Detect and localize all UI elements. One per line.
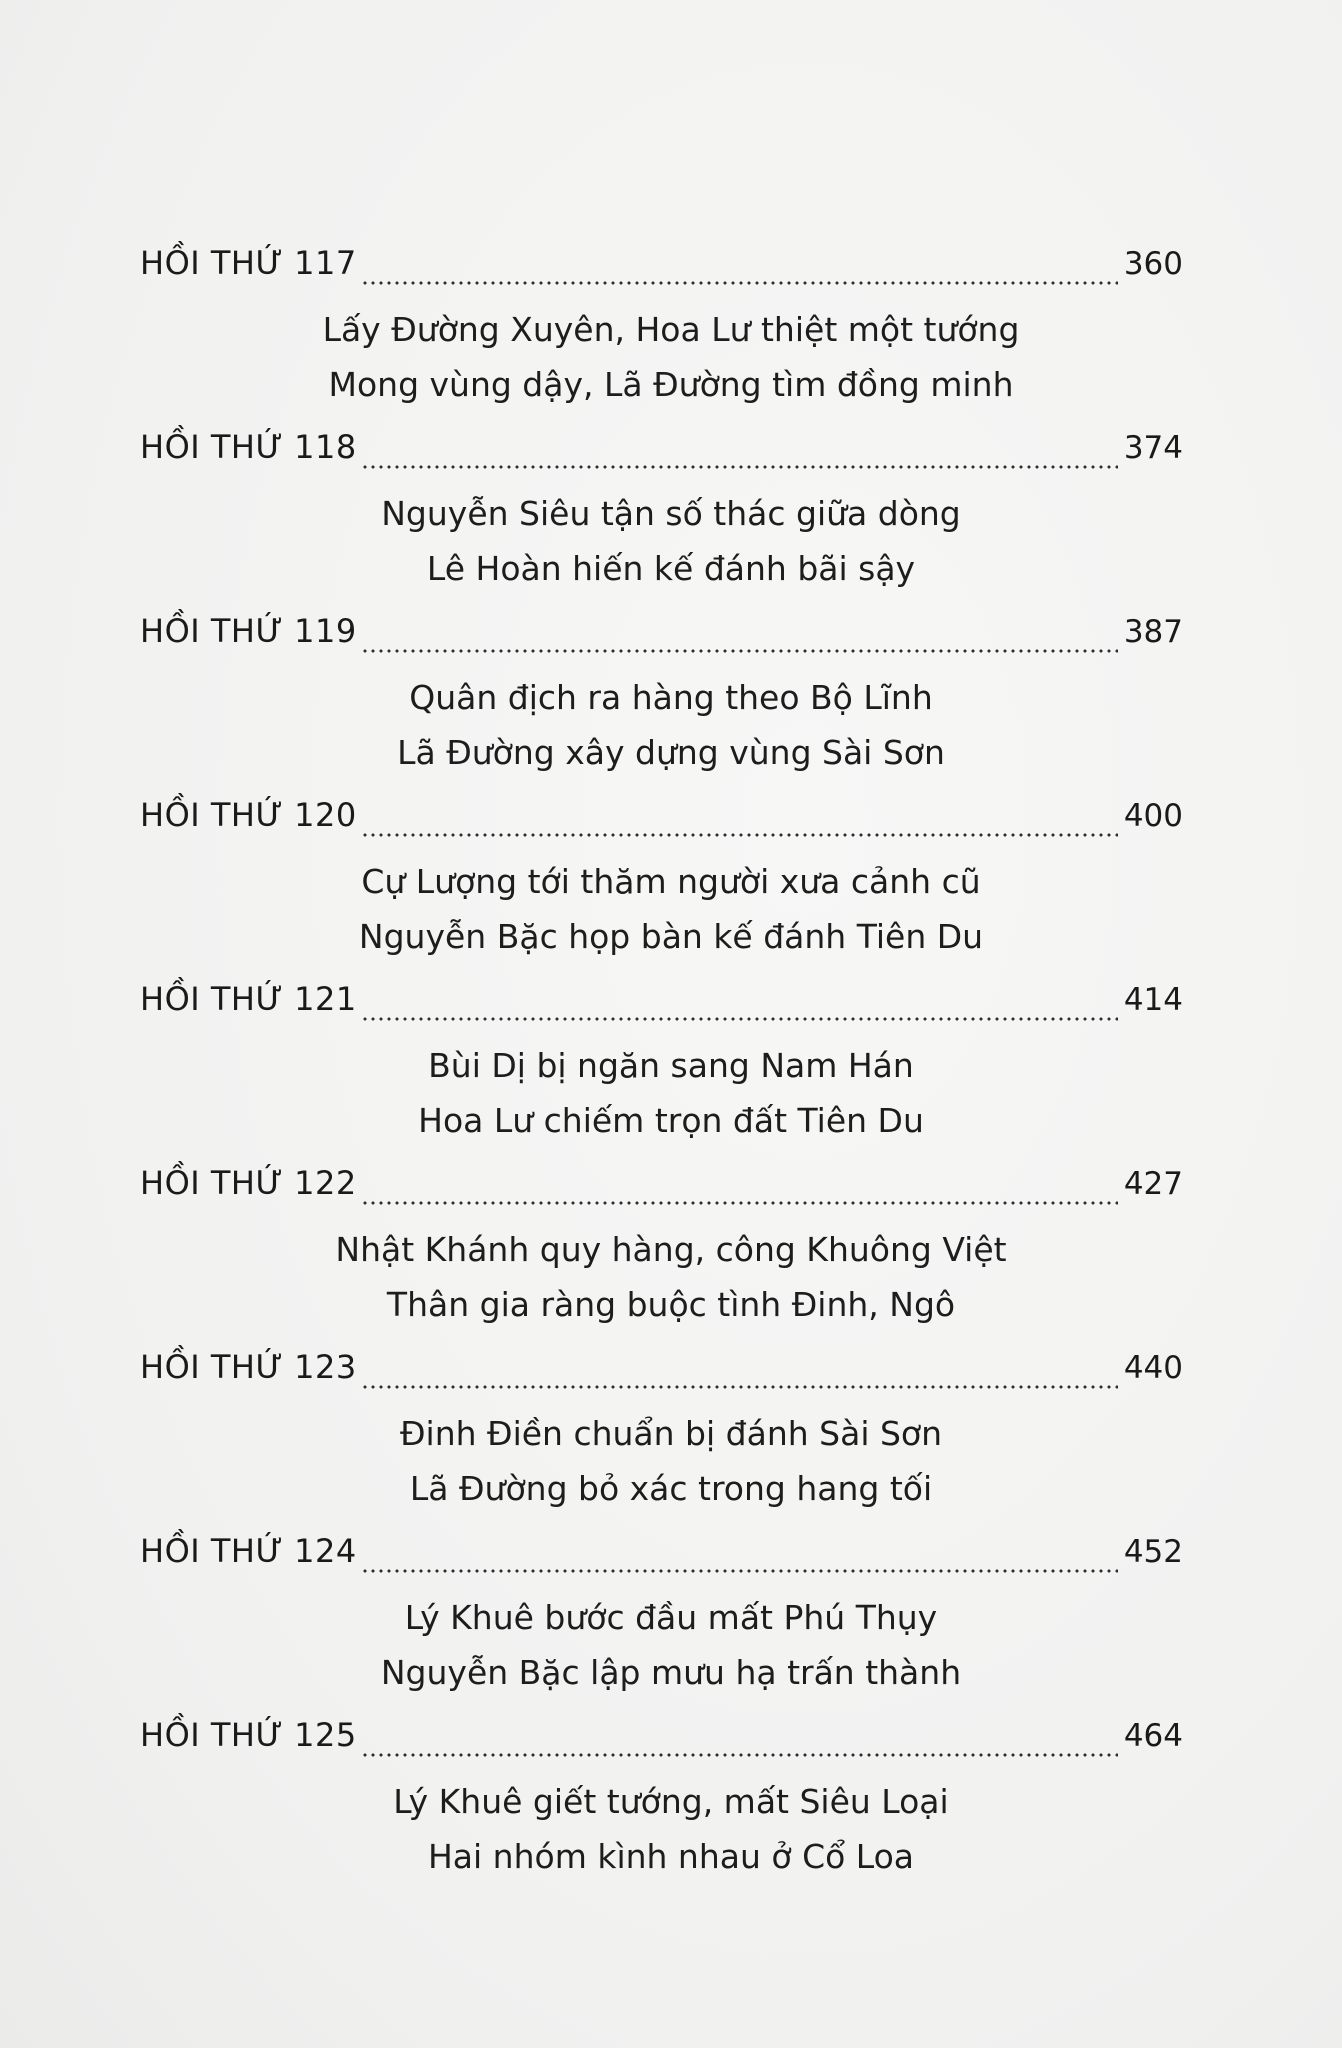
toc-entry-heading <box>140 796 1183 846</box>
page-number: 387 <box>1123 614 1183 650</box>
page-number: 374 <box>1123 430 1183 466</box>
page-number: 464 <box>1123 1718 1183 1754</box>
toc-entry-heading <box>140 612 1183 662</box>
toc-entry-heading <box>140 1716 1183 1766</box>
toc-entry <box>0 796 1342 980</box>
chapter-subtitle-line-2: Lã Đường xây dựng vùng Sài Sơn <box>397 733 945 772</box>
page-number: 427 <box>1123 1166 1183 1202</box>
chapter-subtitle-line-1: Đinh Điền chuẩn bị đánh Sài Sơn <box>399 1414 943 1453</box>
toc-entry-heading <box>140 244 1183 294</box>
page-number: 360 <box>1123 246 1183 282</box>
chapter-subtitle-line-2: Hai nhóm kình nhau ở Cổ Loa <box>427 1837 915 1876</box>
toc-entry-heading <box>140 1348 1183 1398</box>
chapter-label: HỒI THỨ 123 <box>140 1348 357 1386</box>
toc-entry <box>0 1164 1342 1348</box>
chapter-subtitle-line-1: Lý Khuê bước đầu mất Phú Thụy <box>404 1598 938 1637</box>
chapter-subtitle-line-1: Quân địch ra hàng theo Bộ Lĩnh <box>409 678 933 717</box>
dot-leader <box>361 281 1118 285</box>
chapter-subtitle-line-2: Thân gia ràng buộc tình Đinh, Ngô <box>386 1285 956 1324</box>
toc-entry <box>0 428 1342 612</box>
page-number: 440 <box>1123 1350 1183 1386</box>
dot-leader <box>361 1385 1118 1389</box>
chapter-label: HỒI THỨ 124 <box>140 1532 357 1570</box>
toc-entry <box>0 612 1342 796</box>
chapter-subtitle-line-1: Bùi Dị bị ngăn sang Nam Hán <box>428 1046 914 1085</box>
chapter-label: HỒI THỨ 117 <box>140 244 357 282</box>
chapter-subtitle-line-1: Nhật Khánh quy hàng, công Khuông Việt <box>335 1230 1007 1269</box>
dot-leader <box>361 1569 1118 1573</box>
table-of-contents <box>0 244 1342 1900</box>
toc-entry <box>0 1348 1342 1532</box>
toc-entry <box>0 980 1342 1164</box>
chapter-subtitle-line-2: Nguyễn Bặc họp bàn kế đánh Tiên Du <box>358 917 984 956</box>
chapter-label: HỒI THỨ 125 <box>140 1716 357 1754</box>
toc-entry <box>0 1716 1342 1900</box>
chapter-label: HỒI THỨ 120 <box>140 796 357 834</box>
toc-entry-heading <box>140 1164 1183 1214</box>
toc-entry <box>0 244 1342 428</box>
chapter-subtitle-line-1: Lý Khuê giết tướng, mất Siêu Loại <box>393 1782 949 1821</box>
chapter-label: HỒI THỨ 118 <box>140 428 357 466</box>
chapter-subtitle-line-2: Mong vùng dậy, Lã Đường tìm đồng minh <box>328 365 1014 404</box>
dot-leader <box>361 465 1118 469</box>
page-number: 452 <box>1123 1534 1183 1570</box>
chapter-label: HỒI THỨ 122 <box>140 1164 357 1202</box>
toc-entry-heading <box>140 1532 1183 1582</box>
dot-leader <box>361 1201 1118 1205</box>
dot-leader <box>361 1017 1118 1021</box>
chapter-label: HỒI THỨ 119 <box>140 612 357 650</box>
dot-leader <box>361 1753 1118 1757</box>
chapter-subtitle-line-2: Nguyễn Bặc lập mưu hạ trấn thành <box>380 1653 962 1692</box>
toc-entry-heading <box>140 428 1183 478</box>
toc-entry <box>0 1532 1342 1716</box>
chapter-subtitle-line-2: Hoa Lư chiếm trọn đất Tiên Du <box>418 1101 924 1140</box>
chapter-subtitle-line-1: Cự Lượng tới thăm người xưa cảnh cũ <box>361 862 981 901</box>
chapter-subtitle-line-1: Nguyễn Siêu tận số thác giữa dòng <box>381 494 961 533</box>
page-number: 400 <box>1123 798 1183 834</box>
chapter-subtitle-line-2: Lê Hoàn hiến kế đánh bãi sậy <box>426 549 916 588</box>
chapter-label: HỒI THỨ 121 <box>140 980 357 1018</box>
page-number: 414 <box>1123 982 1183 1018</box>
dot-leader <box>361 649 1118 653</box>
chapter-subtitle-line-2: Lã Đường bỏ xác trong hang tối <box>409 1469 933 1508</box>
toc-entry-heading <box>140 980 1183 1030</box>
chapter-subtitle-line-1: Lấy Đường Xuyên, Hoa Lư thiệt một tướng <box>322 310 1020 349</box>
dot-leader <box>361 833 1118 837</box>
